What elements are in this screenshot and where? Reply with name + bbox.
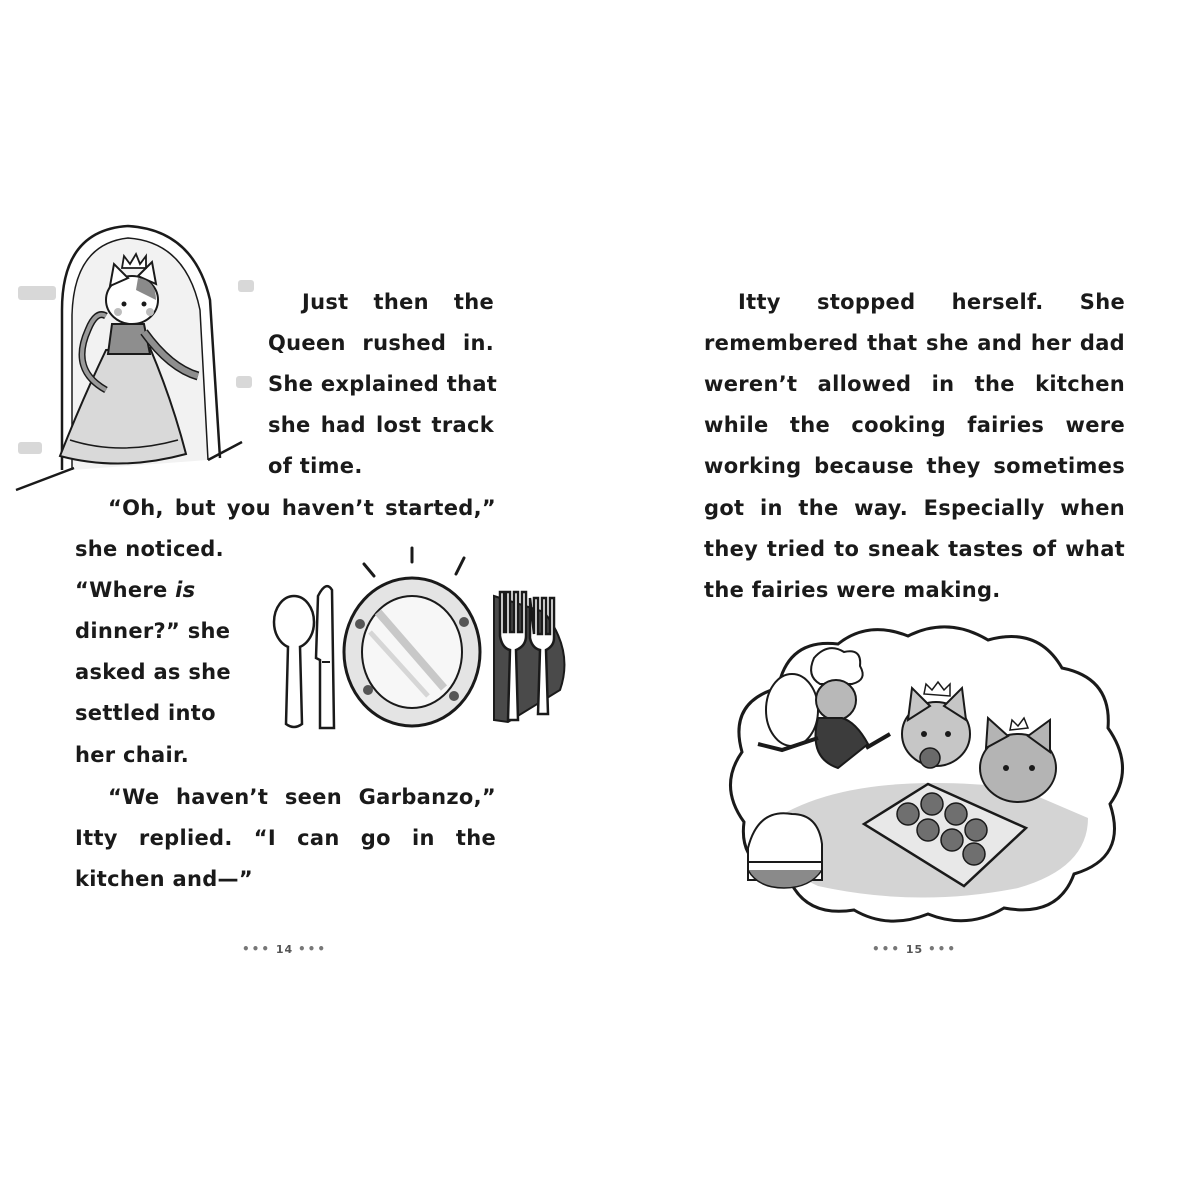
itty-cat xyxy=(902,682,970,768)
folio-ornament: ••• xyxy=(872,942,902,956)
spoon-icon xyxy=(274,596,314,727)
text-line: she noticed. xyxy=(75,537,224,561)
right-page xyxy=(600,0,1200,1200)
text-line: dinner?” she xyxy=(75,619,231,643)
queen-illustration xyxy=(10,220,260,500)
text-line: while the cooking fairies were xyxy=(704,413,1125,437)
text-line: asked as she xyxy=(75,660,231,684)
text-line: she had lost track xyxy=(268,413,494,437)
text-span: “Where xyxy=(75,578,176,602)
plate-icon xyxy=(344,578,480,726)
text-line: got in the way. Especially when xyxy=(704,496,1125,520)
text-line: weren’t allowed in the kitchen xyxy=(704,372,1125,396)
text-line: Itty stopped herself. She xyxy=(738,290,1125,314)
text-line: working because they sometimes xyxy=(704,454,1125,478)
text-line: “We haven’t seen Garbanzo,” xyxy=(108,785,496,809)
text-line: of time. xyxy=(268,454,363,478)
text-line: remembered that she and her dad xyxy=(704,331,1125,355)
folio-ornament: ••• xyxy=(242,942,272,956)
knife-icon xyxy=(316,586,334,728)
place-setting-illustration xyxy=(268,540,578,740)
kitchen-illustration xyxy=(718,618,1138,928)
folio-ornament: ••• xyxy=(928,942,958,956)
page-number-text: 14 xyxy=(275,943,294,956)
shine-lines xyxy=(364,548,464,576)
text-line: She explained that xyxy=(268,372,498,396)
text-line: they tried to sneak tastes of what xyxy=(704,537,1125,561)
text-line: Itty replied. “I can go in the xyxy=(75,826,496,850)
text-line: “Oh, but you haven’t started,” xyxy=(108,496,496,520)
cake xyxy=(748,813,822,888)
text-line: kitchen and—” xyxy=(75,867,253,891)
folio-ornament: ••• xyxy=(298,942,328,956)
page-number xyxy=(872,942,957,956)
text-line: Just then the xyxy=(302,290,494,314)
page-number xyxy=(242,942,327,956)
text-line: Queen rushed in. xyxy=(268,331,494,355)
text-line: her chair. xyxy=(75,743,189,767)
emphasis-text: is xyxy=(175,578,196,602)
text-line xyxy=(75,570,195,611)
text-line: settled into xyxy=(75,701,216,725)
page-number-text: 15 xyxy=(905,943,924,956)
text-line: the fairies were making. xyxy=(704,578,1001,602)
